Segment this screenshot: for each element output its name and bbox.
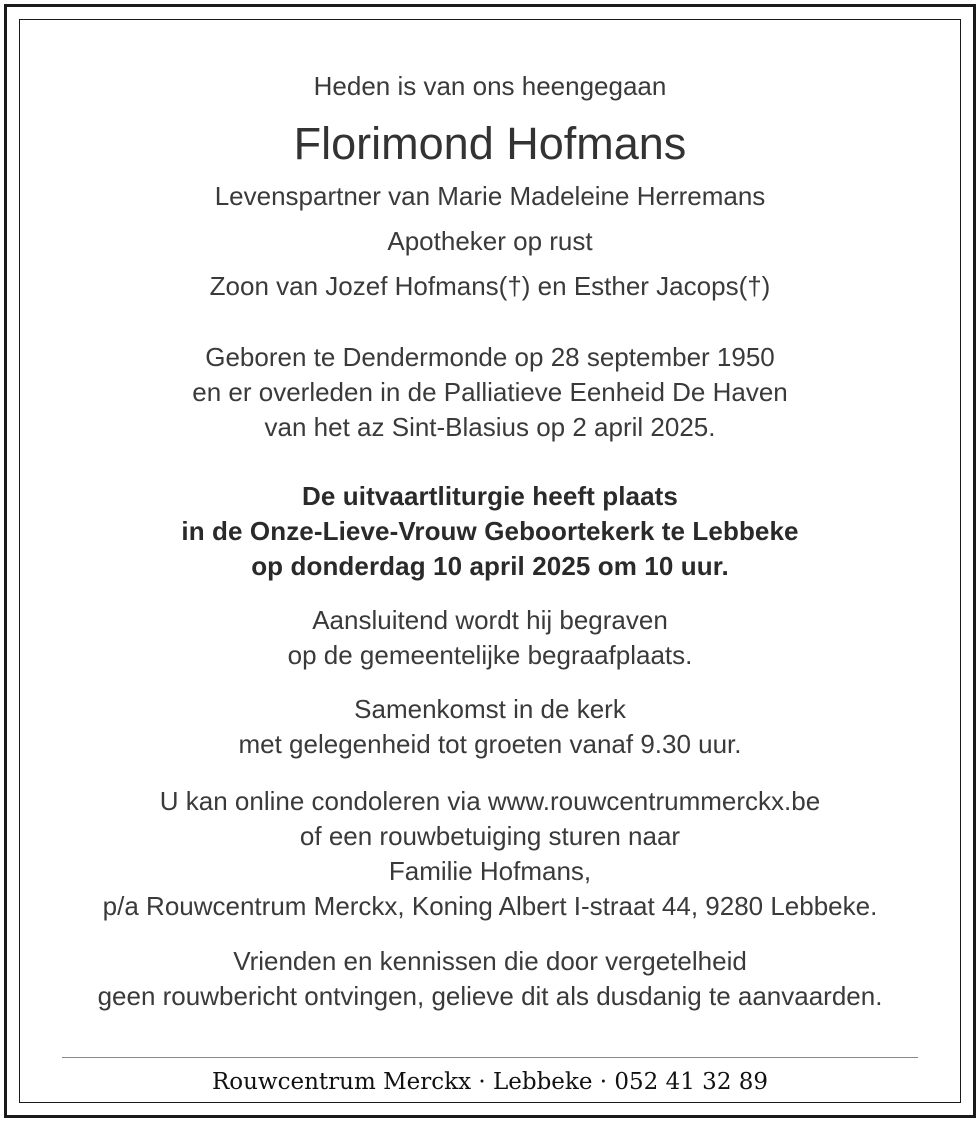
outer-border-frame [4, 4, 976, 1118]
funeral-line: op donderdag 10 april 2025 om 10 uur. [251, 551, 729, 581]
funeral-line: De uitvaartliturgie heeft plaats [302, 481, 678, 511]
partner-text: Levenspartner van Marie Madeleine Herremans [214, 181, 766, 211]
partner-block [20, 179, 960, 214]
condolences-line: p/a Rouwcentrum Merckx, Koning Albert I-straat 44, 9280 Lebbeke. [102, 891, 878, 921]
funeral-block [20, 479, 960, 584]
funeral-home-footer: Rouwcentrum Merckx · Lebbeke · 052 41 32 89 [211, 1069, 769, 1095]
birth-death-line: en er overleden in de Palliatieve Eenheid De Haven [192, 377, 788, 407]
footer-divider [62, 1057, 918, 1058]
profession-block [20, 224, 960, 259]
burial-line: Aansluitend wordt hij begraven [312, 605, 668, 635]
intro-block [20, 69, 960, 104]
closing-block [20, 944, 960, 1014]
closing-line: geen rouwbericht ontvingen, gelieve dit als dusdanig te aanvaarden. [97, 981, 883, 1011]
birth-death-line: van het az Sint-Blasius op 2 april 2025. [264, 412, 716, 442]
birth-death-block [20, 340, 960, 445]
profession-text: Apotheker op rust [387, 226, 593, 256]
inner-border-frame [19, 19, 961, 1103]
burial-block [20, 603, 960, 673]
gathering-line: met gelegenheid tot groeten vanaf 9.30 uur. [238, 729, 742, 759]
closing-line: Vrienden en kennissen die door vergetelheid [233, 946, 747, 976]
gathering-line: Samenkomst in de kerk [354, 694, 626, 724]
deceased-name: Florimond Hofmans [293, 118, 687, 169]
burial-line: op de gemeentelijke begraafplaats. [287, 640, 693, 670]
birth-death-line: Geboren te Dendermonde op 28 september 1950 [205, 342, 775, 372]
condolences-line: U kan online condoleren via www.rouwcentrummerckx.be [159, 786, 821, 816]
parents-block [20, 269, 960, 304]
funeral-line: in de Onze-Lieve-Vrouw Geboortekerk te Lebbeke [181, 516, 799, 546]
condolences-block [20, 784, 960, 924]
condolences-line: Familie Hofmans, [388, 856, 592, 886]
condolences-line: of een rouwbetuiging sturen naar [299, 821, 681, 851]
gathering-block [20, 692, 960, 762]
parents-text: Zoon van Jozef Hofmans(†) en Esther Jacops(†) [209, 271, 771, 301]
intro-text: Heden is van ons heengegaan [313, 71, 667, 101]
